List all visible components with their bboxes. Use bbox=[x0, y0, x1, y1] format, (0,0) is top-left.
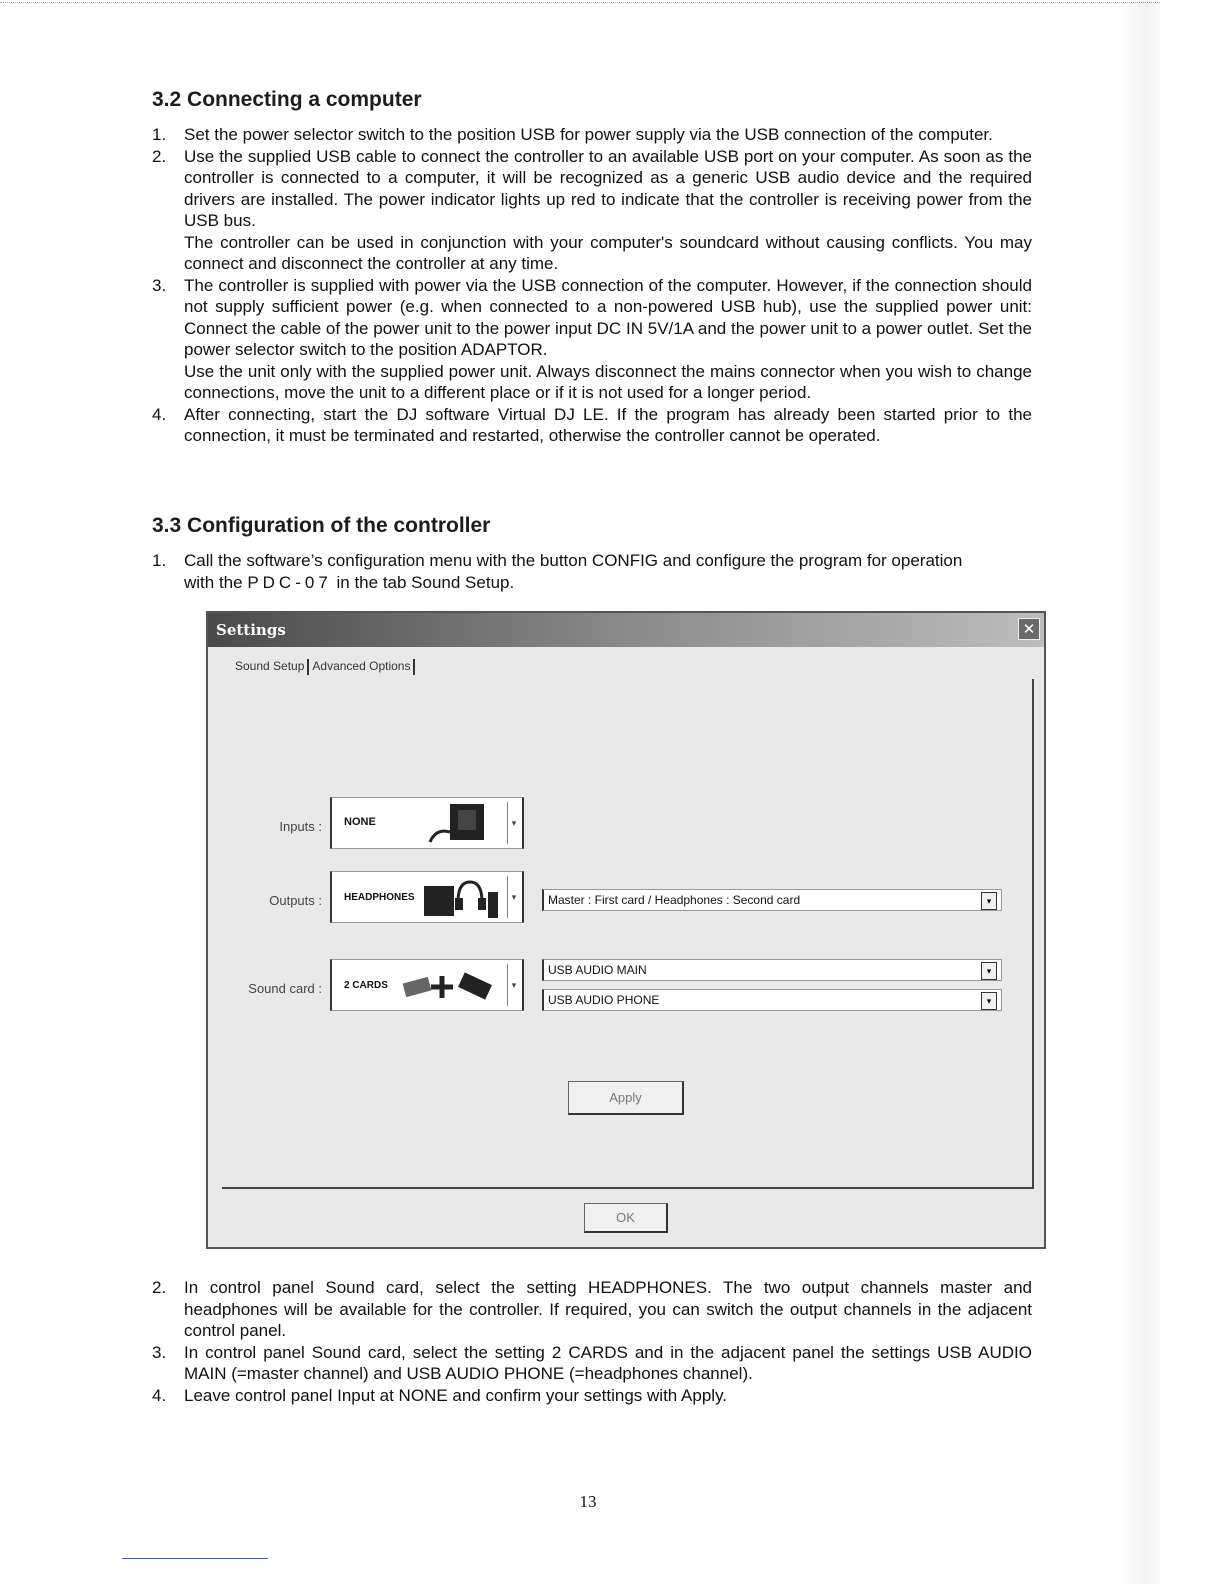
turntable-icon bbox=[422, 802, 492, 846]
master-card-select[interactable] bbox=[542, 959, 1002, 981]
list-item: 3. The controller is supplied with power via the USB connection of the computer. However, if the connection should not supply sufficient power (e.g. when connected to a non-powered USB hub), use the supplied power unit: Connect the cable of the power unit to the power input DC IN 5V/1A and the power unit to a power outlet. Set the power selector switch to the position ADAPTOR. Use the unit only with the supplied power unit. Always disconnect the mains connector when you wish to change connections, move the unit to a different place or if it is not used for a longer period. bbox=[152, 275, 1032, 402]
section-heading-configuration: 3.3 Configuration of the controller bbox=[152, 514, 491, 537]
apply-button[interactable]: Apply bbox=[568, 1081, 684, 1115]
outputs-label: Outputs : bbox=[269, 893, 322, 908]
master-card-value: USB AUDIO MAIN bbox=[548, 963, 647, 977]
tab-sound-setup[interactable]: Sound Setup bbox=[235, 659, 305, 674]
section-heading-connecting: 3.2 Connecting a computer bbox=[152, 88, 422, 111]
settings-dialog bbox=[206, 611, 1046, 1249]
outputs-value: HEADPHONES bbox=[344, 892, 415, 903]
outputs-combo[interactable] bbox=[330, 871, 524, 923]
output-routing-value: Master : First card / Headphones : Second card bbox=[548, 893, 801, 907]
inputs-value: NONE bbox=[344, 816, 376, 828]
list-item: 2. Use the supplied USB cable to connect the controller to an available USB port on your computer. As soon as the controller is connected to a computer, it will be recognized as a generic USB audio device and the required drivers are installed. The power indicator lights up red to indicate that the controller is receiving power from the USB bus. The controller can be used in conjunction with your computer's soundcard without causing conflicts. You may connect and disconnect the controller at any time. bbox=[152, 146, 1032, 273]
soundcard-dropdown-icon[interactable]: ▾ bbox=[507, 964, 520, 1006]
inputs-label: Inputs : bbox=[279, 819, 322, 834]
list-item: 4. Leave control panel Input at NONE and confirm your settings with Apply. bbox=[152, 1385, 728, 1405]
close-button[interactable]: ✕ bbox=[1018, 618, 1040, 640]
soundcard-label: Sound card : bbox=[248, 981, 322, 996]
headphones-icon bbox=[422, 876, 502, 920]
list-item: 2. In control panel Sound card, select the setting HEADPHONES. The two output channels master and headphones will be available for the controller. If required, you can switch the output channels in the adjacent control panel. bbox=[152, 1278, 1032, 1340]
ok-button[interactable]: OK bbox=[584, 1203, 668, 1233]
scan-edge-shadow bbox=[1120, 0, 1160, 1584]
footer-rule bbox=[122, 1558, 268, 1559]
headphones-card-value: USB AUDIO PHONE bbox=[548, 993, 660, 1007]
list-item: 3. In control panel Sound card, select the setting 2 CARDS and in the adjacent panel the settings USB AUDIO MAIN (=master channel) and USB AUDIO PHONE (=headphones channel). bbox=[152, 1342, 1032, 1383]
list-item: 4. After connecting, start the DJ software Virtual DJ LE. If the program has already been started prior to the connection, it must be terminated and restarted, otherwise the controller cannot be operated. bbox=[152, 404, 1032, 445]
master-card-dropdown-icon[interactable]: ▾ bbox=[981, 962, 997, 980]
configuration-steps-first bbox=[152, 550, 1032, 593]
inputs-combo[interactable] bbox=[330, 797, 524, 849]
configuration-steps-rest bbox=[152, 1277, 1032, 1406]
headphones-card-dropdown-icon[interactable]: ▾ bbox=[981, 992, 997, 1010]
tab-advanced-options[interactable]: Advanced Options bbox=[312, 659, 411, 674]
tab-separator bbox=[413, 659, 415, 675]
soundcards-icon bbox=[402, 966, 502, 1006]
list-item: 1. Set the power selector switch to the position USB for power supply via the USB connection of the computer. bbox=[152, 125, 993, 144]
output-routing-dropdown-icon[interactable]: ▾ bbox=[981, 892, 997, 910]
dialog-title: Settings bbox=[216, 621, 286, 639]
page-number: 13 bbox=[579, 1492, 597, 1511]
soundcard-combo[interactable] bbox=[330, 959, 524, 1011]
headphones-card-select[interactable] bbox=[542, 989, 1002, 1011]
model-name: PDC-07 bbox=[247, 572, 332, 592]
dialog-tabs bbox=[232, 659, 415, 675]
dialog-titlebar bbox=[208, 613, 1044, 647]
soundcard-value: 2 CARDS bbox=[344, 980, 388, 991]
outputs-dropdown-icon[interactable]: ▾ bbox=[507, 876, 520, 918]
output-routing-select[interactable] bbox=[542, 889, 1002, 911]
list-item: 1. Call the software’s configuration menu with the button CONFIG and configure the program for operation with the PDC-07 in the tab Sound Setup. bbox=[152, 551, 963, 592]
inputs-dropdown-icon[interactable]: ▾ bbox=[507, 802, 520, 844]
connecting-steps bbox=[152, 124, 1032, 447]
scan-top-line bbox=[0, 2, 1160, 3]
